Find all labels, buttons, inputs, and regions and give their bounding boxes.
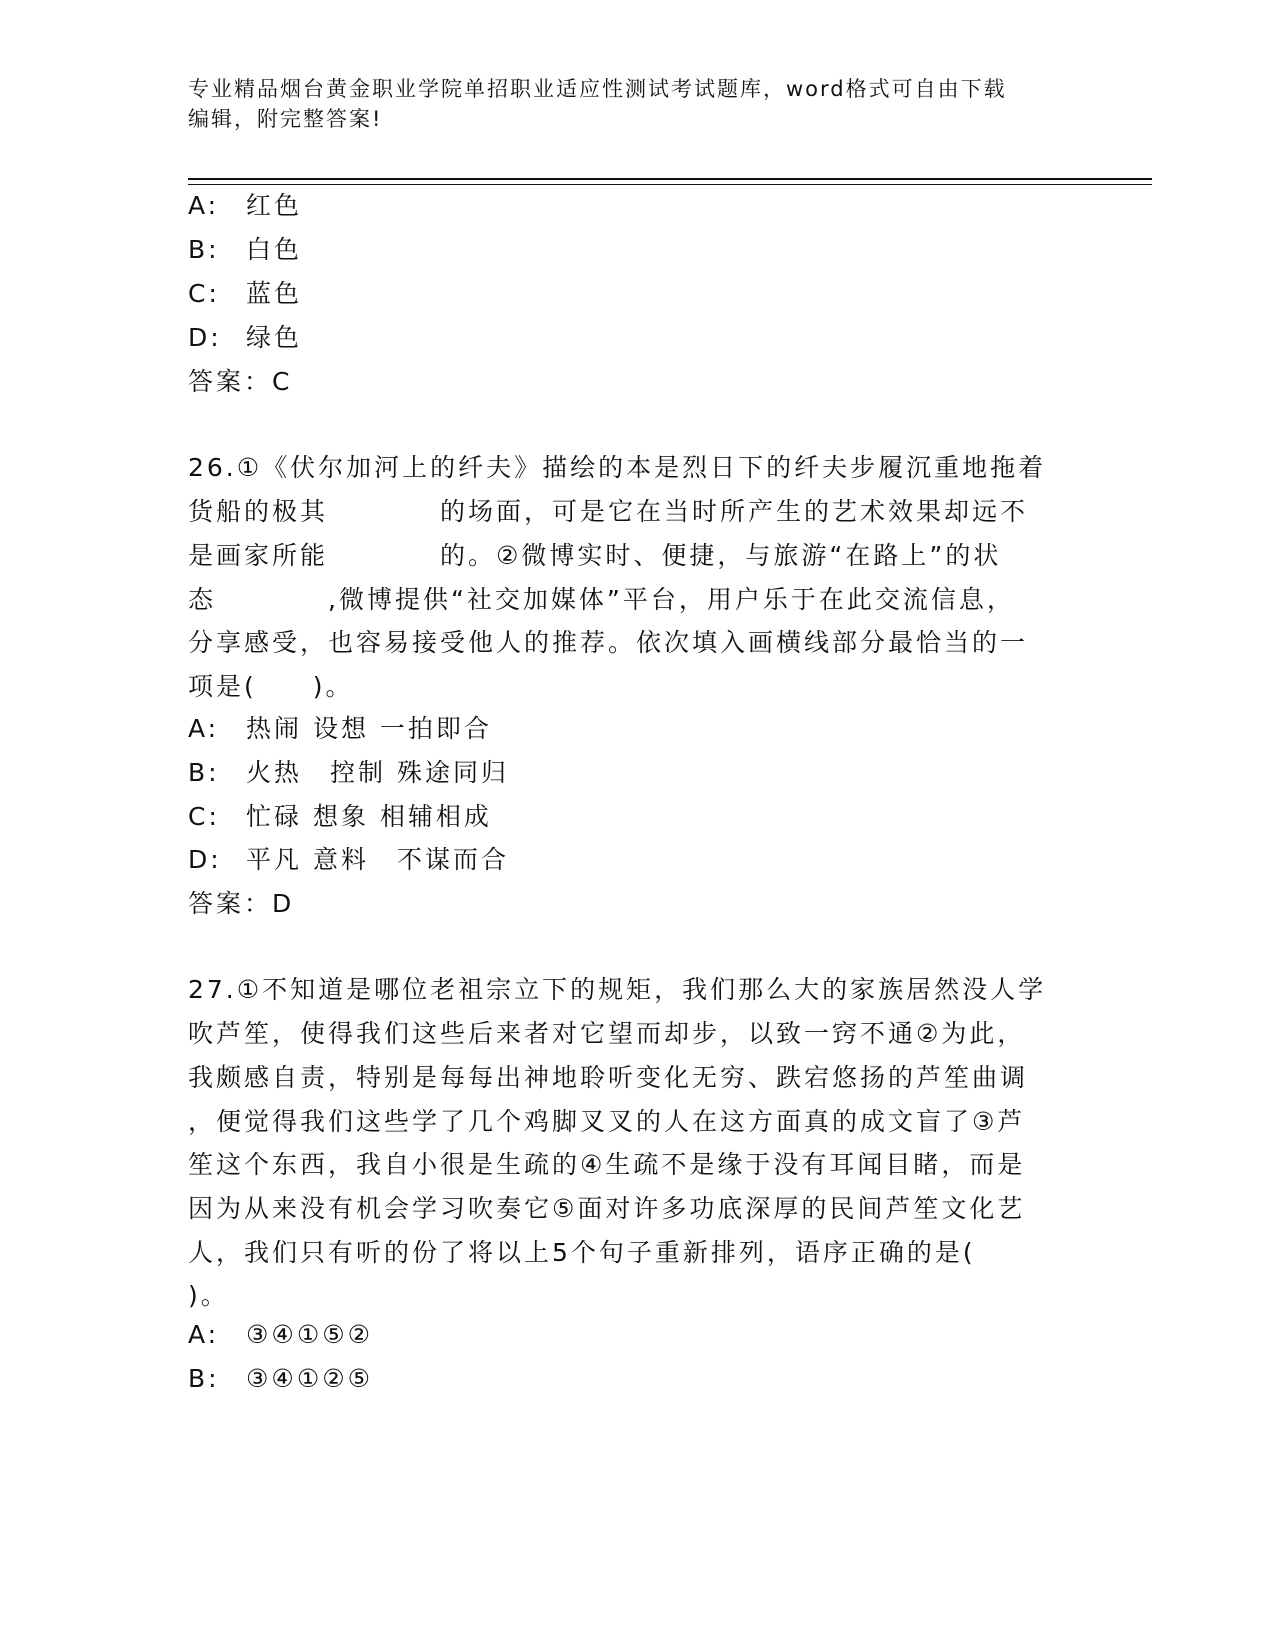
q27-stem-line-1: 27.①不知道是哪位老祖宗立下的规矩，我们那么大的家族居然没人学	[188, 975, 1047, 1004]
q26-option-a: A: 热闹 设想 一拍即合	[188, 714, 492, 743]
q27-option-b: B: ③④①②⑤	[188, 1364, 374, 1393]
header-divider-thin	[188, 184, 1152, 185]
header-divider-thick	[188, 178, 1152, 180]
page-header	[188, 74, 1068, 134]
q25-option-b: B: 白色	[188, 235, 303, 264]
q25-option-c: C: 蓝色	[188, 279, 303, 308]
q26-stem-line-2: 货船的极其 的场面，可是它在当时所产生的艺术效果却远不	[188, 497, 1029, 526]
q26-stem-line-3: 是画家所能 的。②微博实时、便捷，与旅游“在路上”的状	[188, 541, 1002, 570]
q27-stem-line-8: )。	[188, 1281, 229, 1310]
q25-option-d: D: 绿色	[188, 323, 303, 352]
q27-stem-line-5: 笙这个东西，我自小很是生疏的④生疏不是缘于没有耳闻目睹，而是	[188, 1150, 1026, 1179]
header-line-1: 专业精品烟台黄金职业学院单招职业适应性测试考试题库，word格式可自由下载	[188, 77, 1007, 101]
q27-stem-line-3: 我颇感自责，特别是每每出神地聆听变化无穷、跌宕悠扬的芦笙曲调	[188, 1063, 1029, 1092]
q26-stem-line-5: 分享感受，也容易接受他人的推荐。依次填入画横线部分最恰当的一	[188, 628, 1029, 657]
q27-stem-line-4: ，便觉得我们这些学了几个鸡脚叉叉的人在这方面真的成文盲了③芦	[188, 1107, 1026, 1136]
q26-answer: 答案：D	[188, 889, 295, 918]
q27-option-a: A: ③④①⑤②	[188, 1320, 374, 1349]
q26-option-b: B: 火热 控制 殊途同归	[188, 758, 509, 787]
q26-option-c: C: 忙碌 想象 相辅相成	[188, 802, 492, 831]
q26-option-d: D: 平凡 意料 不谋而合	[188, 845, 509, 874]
q25-answer: 答案：C	[188, 367, 293, 396]
q27-stem-line-2: 吹芦笙，使得我们这些后来者对它望而却步，以致一窍不通②为此，	[188, 1019, 1026, 1048]
q27-stem-line-6: 因为从来没有机会学习吹奏它⑤面对许多功底深厚的民间芦笙文化艺	[188, 1194, 1026, 1223]
q26-stem-line-4: 态 ,微博提供“社交加媒体”平台，用户乐于在此交流信息，	[188, 585, 1015, 614]
header-line-2: 编辑，附完整答案!	[188, 107, 383, 131]
q26-stem-line-1: 26.①《伏尔加河上的纤夫》描绘的本是烈日下的纤夫步履沉重地拖着	[188, 453, 1047, 482]
q27-stem-line-7: 人，我们只有听的份了将以上5个句子重新排列，语序正确的是(	[188, 1238, 976, 1267]
q25-option-a: A: 红色	[188, 191, 303, 220]
q26-stem-line-6: 项是( )。	[188, 672, 354, 701]
